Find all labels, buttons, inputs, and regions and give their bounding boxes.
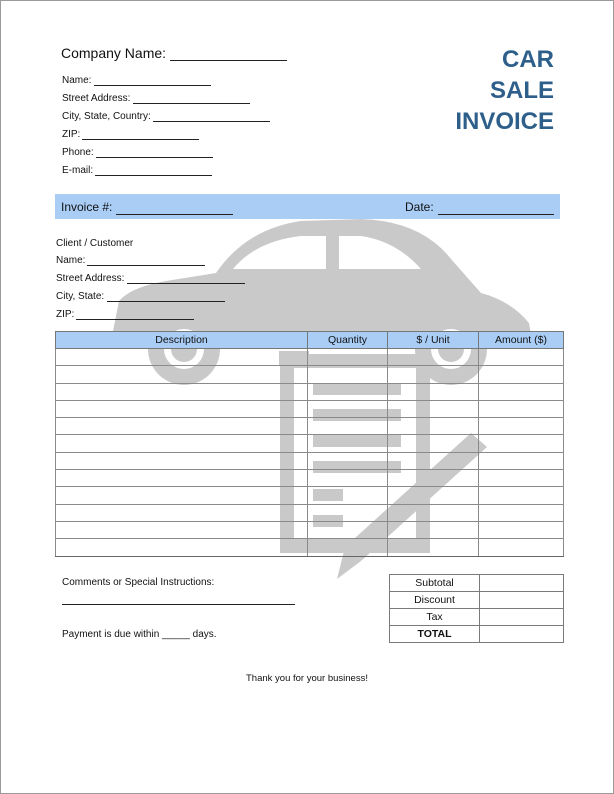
client-name-label: Name: (56, 255, 86, 266)
subtotal-row (390, 575, 564, 592)
quantity-header: Quantity (308, 332, 388, 349)
client-zip-label: ZIP: (56, 309, 75, 320)
quantity-cell[interactable] (308, 349, 388, 366)
seller-name-label: Name: (62, 75, 92, 86)
amount-cell[interactable] (479, 383, 564, 400)
quantity-cell[interactable] (308, 435, 388, 452)
seller-email-line[interactable] (95, 175, 212, 176)
subtotal-value[interactable] (480, 575, 564, 592)
quantity-cell[interactable] (308, 366, 388, 383)
amount-cell[interactable] (479, 349, 564, 366)
amount-cell[interactable] (479, 400, 564, 417)
table-row (56, 400, 564, 417)
quantity-cell[interactable] (308, 521, 388, 538)
invoice-number-label: Invoice #: (61, 200, 113, 214)
client-name-line[interactable] (87, 265, 205, 266)
seller-phone-line[interactable] (96, 157, 213, 158)
seller-city-line[interactable] (153, 121, 270, 122)
seller-city-label: City, State, Country: (62, 111, 151, 122)
client-heading: Client / Customer (56, 238, 134, 249)
unit-price-cell[interactable] (388, 418, 479, 435)
unit-price-cell[interactable] (388, 383, 479, 400)
company-name-line[interactable] (170, 60, 287, 61)
amount-cell[interactable] (479, 435, 564, 452)
seller-zip-label: ZIP: (62, 129, 81, 140)
quantity-cell[interactable] (308, 400, 388, 417)
quantity-cell[interactable] (308, 418, 388, 435)
invoice-number-bar (55, 194, 560, 219)
amount-cell[interactable] (479, 504, 564, 521)
discount-row (390, 592, 564, 609)
amount-cell[interactable] (479, 418, 564, 435)
unit-price-cell[interactable] (388, 487, 479, 504)
table-row (56, 418, 564, 435)
date-label: Date: (405, 200, 434, 214)
unit-price-cell[interactable] (388, 539, 479, 556)
seller-name-line[interactable] (94, 85, 211, 86)
table-row (56, 504, 564, 521)
quantity-cell[interactable] (308, 470, 388, 487)
unit-price-cell[interactable] (388, 521, 479, 538)
amount-header: Amount ($) (479, 332, 564, 349)
description-cell[interactable] (56, 487, 308, 504)
client-street-label: Street Address: (56, 273, 125, 284)
discount-value[interactable] (480, 592, 564, 609)
table-row (56, 470, 564, 487)
description-cell[interactable] (56, 452, 308, 469)
amount-cell[interactable] (479, 521, 564, 538)
total-row (390, 626, 564, 643)
seller-email-label: E-mail: (62, 165, 94, 176)
total-label: TOTAL (390, 626, 480, 643)
unit-price-cell[interactable] (388, 366, 479, 383)
table-row (56, 366, 564, 383)
quantity-cell[interactable] (308, 383, 388, 400)
description-cell[interactable] (56, 400, 308, 417)
table-row (56, 487, 564, 504)
invoice-number-line[interactable] (116, 214, 233, 215)
client-street-line[interactable] (127, 283, 245, 284)
description-cell[interactable] (56, 539, 308, 556)
discount-label: Discount (390, 592, 480, 609)
table-row (56, 452, 564, 469)
amount-cell[interactable] (479, 487, 564, 504)
table-row (56, 539, 564, 556)
table-row (56, 383, 564, 400)
title-line-1: CAR (502, 46, 554, 73)
payment-terms: Payment is due within _____ days. (62, 629, 217, 640)
description-cell[interactable] (56, 470, 308, 487)
client-city-label: City, State: (56, 291, 105, 302)
tax-value[interactable] (480, 609, 564, 626)
description-cell[interactable] (56, 521, 308, 538)
seller-street-line[interactable] (133, 103, 250, 104)
table-row (56, 435, 564, 452)
quantity-cell[interactable] (308, 539, 388, 556)
description-cell[interactable] (56, 504, 308, 521)
tax-row (390, 609, 564, 626)
description-cell[interactable] (56, 383, 308, 400)
quantity-cell[interactable] (308, 487, 388, 504)
table-header-row (56, 332, 564, 349)
description-header: Description (56, 332, 308, 349)
title-line-3: INVOICE (455, 108, 554, 135)
description-cell[interactable] (56, 418, 308, 435)
client-city-line[interactable] (107, 301, 225, 302)
seller-street-label: Street Address: (62, 93, 131, 104)
amount-cell[interactable] (479, 539, 564, 556)
subtotal-label: Subtotal (390, 575, 480, 592)
unit-price-cell[interactable] (388, 504, 479, 521)
comments-label: Comments or Special Instructions: (62, 577, 215, 588)
total-value[interactable] (480, 626, 564, 643)
thank-you-note: Thank you for your business! (246, 673, 368, 684)
title-line-2: SALE (489, 77, 554, 104)
seller-phone-label: Phone: (62, 147, 94, 158)
description-cell[interactable] (56, 435, 308, 452)
amount-cell[interactable] (479, 366, 564, 383)
description-cell[interactable] (56, 366, 308, 383)
unit-price-cell[interactable] (388, 470, 479, 487)
table-row (56, 521, 564, 538)
unit-price-header: $ / Unit (388, 332, 479, 349)
comments-line[interactable] (62, 604, 295, 605)
client-zip-line[interactable] (76, 319, 194, 320)
unit-price-cell[interactable] (388, 435, 479, 452)
unit-price-cell[interactable] (388, 452, 479, 469)
tax-label: Tax (390, 609, 480, 626)
unit-price-cell[interactable] (388, 400, 479, 417)
amount-cell[interactable] (479, 470, 564, 487)
totals-table (389, 574, 564, 643)
company-name-label: Company Name: (61, 45, 167, 61)
unit-price-cell[interactable] (388, 349, 479, 366)
date-line[interactable] (438, 214, 554, 215)
description-cell[interactable] (56, 349, 308, 366)
line-items-table (55, 331, 564, 557)
quantity-cell[interactable] (308, 504, 388, 521)
quantity-cell[interactable] (308, 452, 388, 469)
amount-cell[interactable] (479, 452, 564, 469)
seller-zip-line[interactable] (82, 139, 199, 140)
table-row (56, 349, 564, 366)
